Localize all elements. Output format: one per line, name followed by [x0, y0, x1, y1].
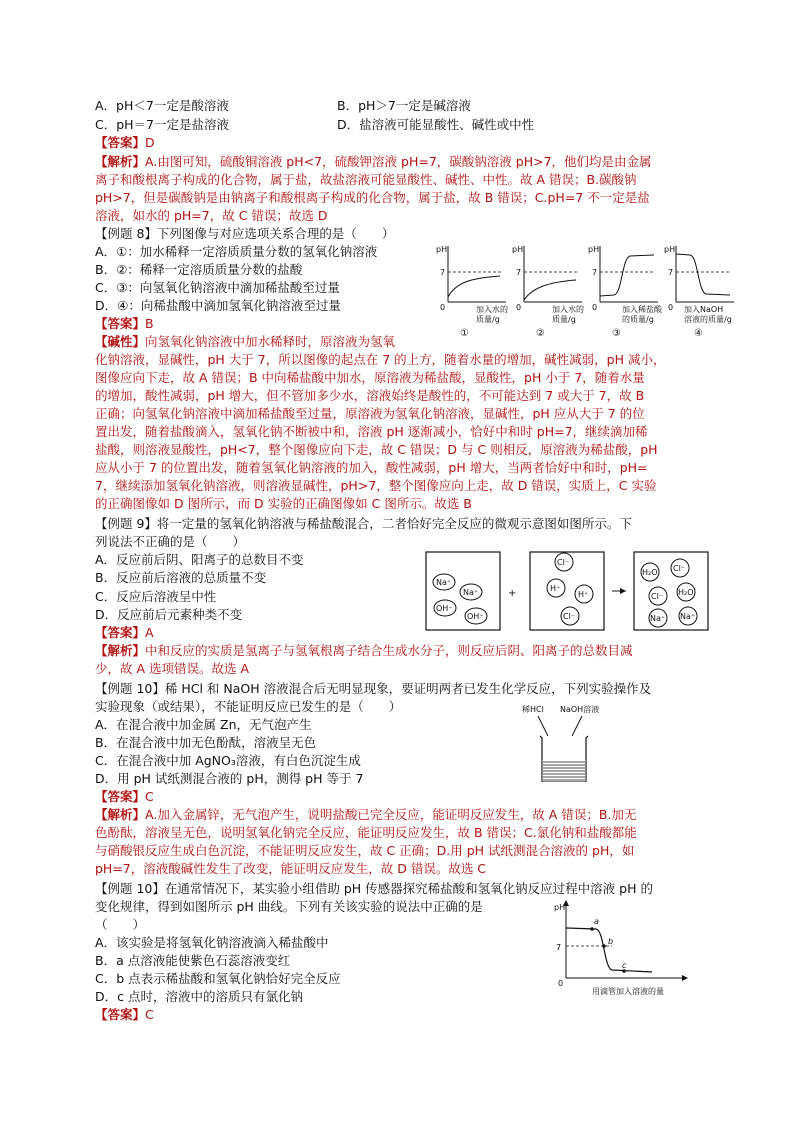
svg-text:用滴管加入溶液的量: 用滴管加入溶液的量 [592, 987, 664, 996]
q10b-option-c: C．b 点表示稀盐酸和氢氧化钠恰好完全反应 [95, 971, 341, 986]
q10a-analysis-line: pH=7，溶液酸碱性发生了改变，能证明反应发生，故 D 错误。故选 C [95, 861, 487, 876]
q10a-option-a: A．在混合液中加金属 Zn，无气泡产生 [95, 717, 312, 732]
option-d: D．盐溶液可能显酸性、碱性或中性 [337, 117, 535, 132]
q10a-option-c: C．在混合液中加 AgNO₃溶液，有白色沉淀生成 [95, 753, 361, 768]
q8-option-d: D．④：向稀盐酸中滴加氢氧化钠溶液至过量 [95, 298, 341, 313]
svg-text:pH: pH [588, 245, 600, 254]
svg-text:0: 0 [668, 303, 674, 312]
svg-text:7: 7 [668, 268, 674, 277]
svg-text:0: 0 [516, 303, 522, 312]
svg-text:7: 7 [592, 268, 598, 277]
analysis-line: pH>7，但是碳酸钠是由钠离子和酸根离子构成的化合物，属于盐，故 B 错误；C.pH=7 不一定是盐 [95, 190, 650, 205]
q8-stem: 【例题 8】下列图像与对应选项关系合理的是（ ） [95, 226, 395, 241]
q9-option-a: A．反应前后阴、阳离子的总数目不变 [95, 552, 304, 567]
q10a-stem: 【例题 10】稀 HCl 和 NaOH 溶液混合后无明显现象，要证明两者已发生化学反应，下列实验操作及 [95, 681, 652, 696]
svg-text:0: 0 [440, 303, 446, 312]
svg-text:H₂O: H₂O [678, 588, 694, 597]
svg-text:的质量/g: 的质量/g [622, 315, 654, 324]
q10b-answer: 【答案】C [95, 1007, 154, 1022]
svg-text:OH⁻: OH⁻ [436, 604, 453, 613]
svg-text:7: 7 [440, 268, 446, 277]
svg-text:Cl⁻: Cl⁻ [563, 612, 576, 621]
q10a-analysis-line: 与硝酸银反应生成白色沉淀，不能证明反应发生，故 C 正确；D.用 pH 试纸测混合溶液的 pH，如 [95, 843, 635, 858]
svg-text:溶液的质量/g: 溶液的质量/g [684, 315, 732, 324]
q8-analysis-line: 【碱性】向氢氧化钠溶液中加水稀释时，原溶液为氢氧 [95, 334, 396, 349]
svg-text:质量/g: 质量/g [552, 315, 576, 324]
q8-option-c: C．③：向氢氧化钠溶液中滴加稀盐酸至过量 [95, 280, 340, 295]
svg-text:Cl⁻: Cl⁻ [557, 558, 570, 567]
q9-analysis-line: 少，故 A 选项错误。故选 A [95, 661, 250, 676]
svg-text:pH: pH [436, 245, 448, 254]
box3-ions [641, 559, 697, 627]
q8-analysis-line: 正确；向氢氧化钠溶液中滴加稀盐酸至过量，原溶液为氢氧化钠溶液，显碱性，pH 应从大于 7 的位 [95, 406, 645, 421]
q8-ph-graphs [436, 240, 736, 340]
q10a-option-b: B．在混合液中加无色酚酞，溶液呈无色 [95, 735, 317, 750]
svg-text:加入NaOH: 加入NaOH [684, 305, 724, 314]
svg-text:0: 0 [592, 303, 598, 312]
analysis-line: 溶液，如水的 pH=7，故 C 错误；故选 D [95, 208, 328, 223]
q8-answer: 【答案】B [95, 316, 154, 331]
q9-option-b: B．反应前后溶液的总质量不变 [95, 570, 267, 585]
svg-text:7: 7 [516, 268, 522, 277]
q10b-option-a: A．该实验是将氢氧化钠溶液滴入稀盐酸中 [95, 935, 329, 950]
svg-text:Na⁺: Na⁺ [680, 612, 696, 621]
q9-option-c: C．反应后溶液呈中性 [95, 589, 217, 604]
svg-text:NaOH溶液: NaOH溶液 [560, 705, 600, 714]
svg-text:稀HCl: 稀HCl [522, 705, 544, 714]
q8-analysis-line: 7，继续添加氢氧化钠溶液，则溶液显碱性，pH>7，整个图像应向上走，故 D 错误，实质上，C 实验 [95, 478, 657, 493]
svg-text:pH: pH [512, 245, 524, 254]
q9-option-d: D．反应前后元素种类不变 [95, 607, 243, 622]
option-a: A．pH＜7一定是酸溶液 [95, 98, 229, 113]
svg-text:7: 7 [556, 943, 562, 952]
graph-3 [588, 245, 663, 339]
q10b-stem: （ ） [95, 917, 146, 932]
q10a-answer: 【答案】C [95, 789, 154, 804]
graph-1 [436, 245, 508, 339]
q10b-ph-curve [552, 898, 692, 998]
q10b-option-d: D．c 点时，溶液中的溶质只有氯化钠 [95, 989, 303, 1004]
svg-text:加入稀盐酸: 加入稀盐酸 [622, 305, 662, 314]
graph-2 [512, 245, 584, 339]
box2-ions [547, 553, 593, 625]
svg-text:pH: pH [554, 903, 566, 912]
svg-text:质量/g: 质量/g [476, 315, 500, 324]
q10a-stem: 实验现象（或结果），不能证明反应已发生的是（ ） [95, 699, 402, 714]
svg-text:④: ④ [694, 328, 703, 339]
svg-text:+: + [508, 588, 517, 599]
svg-text:加入水的: 加入水的 [552, 305, 584, 314]
svg-text:加入水的: 加入水的 [476, 305, 508, 314]
svg-text:0: 0 [558, 979, 564, 988]
svg-text:②: ② [536, 328, 545, 339]
svg-text:③: ③ [612, 328, 621, 339]
option-c: C．pH＝7一定是盐溶液 [95, 117, 230, 132]
q8-analysis-line: 置出发，随着盐酸滴入，氢氧化钠不断被中和，溶液 pH 逐渐减小，恰好中和时 pH=7，继续滴加稀 [95, 424, 648, 439]
svg-text:Na⁺: Na⁺ [463, 588, 479, 597]
analysis-line: 离子和酸根离子构成的化合物，属于盐，故盐溶液可能显酸性、碱性、中性。故 A 错误；B.碳酸钠 [95, 172, 637, 187]
q10a-analysis-line: 【解析】A.加入金属锌，无气泡产生，说明盐酸已完全反应，能证明反应发生，故 A 错误；B.加无 [95, 807, 637, 822]
option-b: B．pH＞7一定是碱溶液 [337, 98, 471, 113]
svg-text:Cl⁻: Cl⁻ [651, 592, 664, 601]
q9-micro-diagram [424, 550, 724, 632]
q8-analysis-line: 化钠溶液，显碱性，pH 大于 7，所以图像的起点在 7 的上方，随着水量的增加，碱性减弱，pH 减小， [95, 352, 666, 367]
q8-analysis-line: 盐酸，则溶液显酸性，pH<7，整个图像应向下走，故 C 错误；D 与 C 则相反，原溶液为稀盐酸，pH [95, 442, 658, 457]
q8-option-a: A．①：加水稀释一定溶质质量分数的氢氧化钠溶液 [95, 244, 378, 259]
q10b-option-b: B．a 点溶液能使紫色石蕊溶液变红 [95, 953, 291, 968]
q10a-option-d: D．用 pH 试纸测混合液的 pH，测得 pH 等于 7 [95, 771, 364, 786]
svg-text:a: a [594, 917, 599, 926]
q8-analysis-line: 应从小于 7 的位置出发，随着氢氧化钠溶液的加入，酸性减弱，pH 增大，当两者恰好中和时，pH= [95, 460, 648, 475]
q10a-beaker-figure [516, 702, 626, 782]
q9-stem: 列说法不正确的是（ ） [95, 534, 246, 549]
svg-text:①: ① [460, 328, 469, 339]
q8-analysis-line: 的正确图像如 D 图所示，而 D 实验的正确图像如 C 图所示。故选 B [95, 496, 472, 511]
q9-analysis-line: 【解析】中和反应的实质是氢离子与氢氧根离子结合生成水分子，则反应后阴、阳离子的总数目减 [95, 643, 633, 658]
svg-text:b: b [608, 937, 614, 946]
q8-option-b: B．②：稀释一定溶质质量分数的盐酸 [95, 262, 303, 277]
svg-text:Na⁺: Na⁺ [650, 614, 666, 623]
q10a-analysis-line: 色酚酞，溶液呈无色，说明氢氧化钠完全反应，能证明反应发生，故 B 错误；C.氯化钠和盐酸都能 [95, 825, 637, 840]
q8-analysis-line: 的增加，酸性减弱，pH 增大，但不管加多少水，溶液始终是酸性的，不可能达到 7 或大于 7，故 B [95, 388, 645, 403]
svg-text:Na⁺: Na⁺ [436, 578, 452, 587]
svg-text:H⁺: H⁺ [550, 584, 561, 593]
svg-text:OH⁻: OH⁻ [467, 612, 484, 621]
q9-stem: 【例题 9】将一定量的氢氧化钠溶液与稀盐酸混合，二者恰好完全反应的微观示意图如图所示。下 [95, 516, 632, 531]
q10b-stem: 【例题 10】在通常情况下，某实验小组借助 pH 传感器探究稀盐酸和氢氧化钠反应过程中溶液 pH 的 [95, 881, 653, 896]
svg-text:H⁺: H⁺ [578, 590, 589, 599]
graph-4 [664, 245, 734, 339]
analysis-line: 【解析】A.由图可知，硫酸铜溶液 pH<7，硫酸钾溶液 pH=7，碳酸钠溶液 pH>7，他们均是由金属 [95, 154, 652, 169]
svg-text:pH: pH [664, 245, 676, 254]
q8-analysis-line: 图像应向下走，故 A 错误；B 中向稀盐酸中加水，原溶液为稀盐酸，显酸性，pH 小于 7，随着水量 [95, 370, 645, 385]
box1-ions [433, 574, 487, 624]
q9-answer: 【答案】A [95, 625, 154, 640]
svg-text:c: c [622, 961, 627, 970]
svg-text:Cl⁻: Cl⁻ [673, 564, 686, 573]
answer-line: 【答案】D [95, 135, 155, 150]
svg-text:H₂O: H₂O [642, 568, 658, 577]
q10b-stem: 变化规律，得到如图所示 pH 曲线。下列有关该实验的说法中正确的是 [95, 899, 483, 914]
